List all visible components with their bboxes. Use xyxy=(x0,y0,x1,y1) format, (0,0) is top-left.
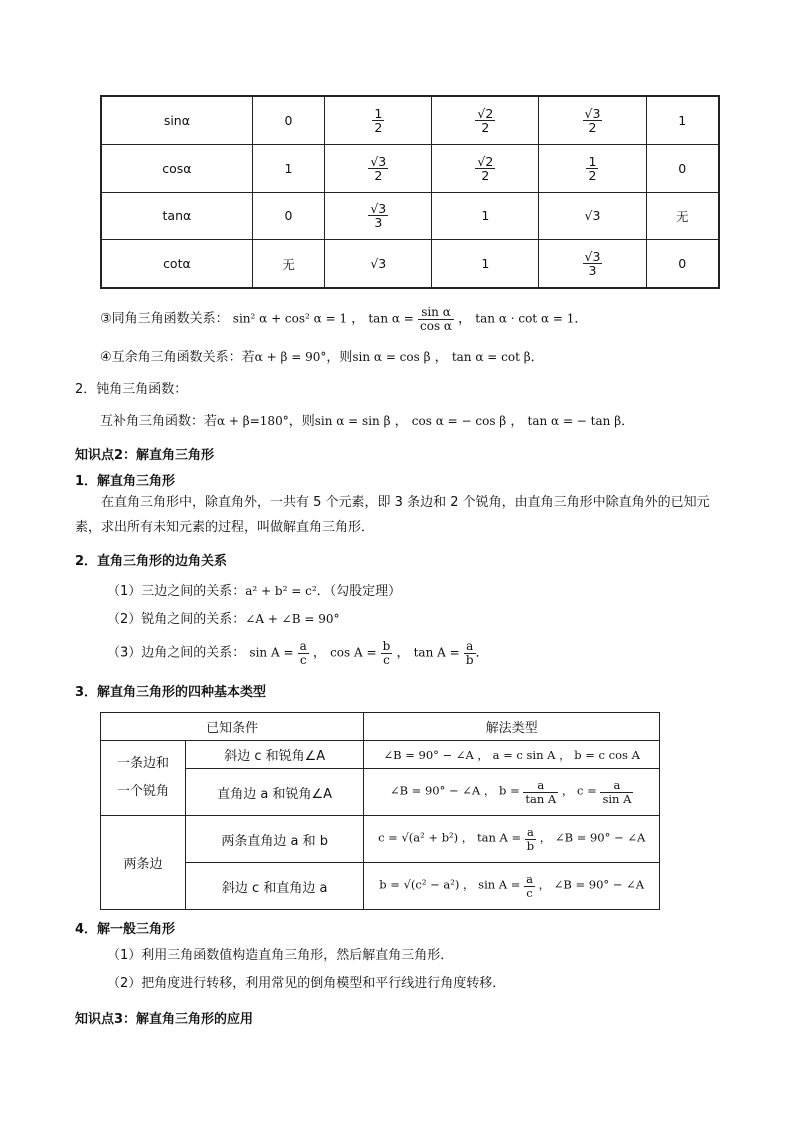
trig-value-cell: 0 xyxy=(646,240,719,288)
fraction: $\frac{√3}{3}$ xyxy=(584,249,601,279)
section-4-item-2: （2）把角度进行转移，利用常见的倒角模型和平行线进行角度转移． xyxy=(107,976,506,991)
fraction: $\frac{1}{2}$ xyxy=(588,153,597,183)
complement-sin-cos: sin α = cos β xyxy=(352,350,431,364)
trig-row xyxy=(102,240,719,288)
solution-leg-angle: ∠B = 90° − ∠A ， b = $\frac{a}{\text{tan A}}$ ， c = $\frac{a}{\text{sin A}}$ xyxy=(364,769,660,816)
trig-value-cell: √3 xyxy=(325,240,432,288)
item-3-label: （3）边角之间的关系： xyxy=(107,645,246,661)
fraction: $\frac{√3}{2}$ xyxy=(370,153,387,183)
sin-def-fraction: $\frac{a}{c}$ xyxy=(299,639,307,667)
section-1-paragraph: 在直角三角形中，除直角外，一共有 5 个元素，即 3 条边和 2 个锐角，由直角三角形中除直角外的已知元素，求出所有未知元素的过程，叫做解直角三角形． xyxy=(75,495,710,535)
supplementary-cos: cos α = − cos β xyxy=(411,414,507,428)
header-known-conditions: 已知条件 xyxy=(101,713,364,741)
knowledge-point-3-heading: 知识点3：解直角三角形的应用 xyxy=(75,1012,254,1027)
fraction: $\frac{√3}{2}$ xyxy=(584,105,601,135)
trig-value-cell: 1 xyxy=(252,144,324,192)
solution-hyp-leg: b = √(c² − a²) ， sin A = $\frac{a}{c}$ ， ∠B = 90° − ∠A xyxy=(364,863,660,910)
fraction: $\frac{√3}{3}$ xyxy=(370,201,387,231)
condition-two-legs: 两条直角边 a 和 b xyxy=(186,816,364,863)
obtuse-heading: 2．钝角三角函数： xyxy=(75,382,188,397)
trig-value-cell: 0 xyxy=(646,144,719,192)
section-2-heading: 2．直角三角形的边角关系 xyxy=(75,554,228,569)
section-2-item-3: （3）边角之间的关系： sin A = $\frac{a}{c}$ ， cos A = $\frac{b}{c}$ ， tan A = $\frac{a}{b}$ ． xyxy=(107,639,489,667)
trig-value-cell: 0 xyxy=(252,192,324,240)
section-2-item-2 xyxy=(107,608,340,627)
cos-def-lhs: cos A = xyxy=(330,645,377,660)
trig-value-cell xyxy=(539,97,646,145)
group-side-and-angle: 一条边和一个锐角 xyxy=(101,741,186,816)
condition-leg-angle: 直角边 a 和锐角∠A xyxy=(186,769,364,816)
trig-value-cell xyxy=(325,144,432,192)
solution-two-legs: c = √(a² + b²) ， tan A = $\frac{a}{b}$ ， ∠B = 90° − ∠A xyxy=(364,816,660,863)
then-text: ，则 xyxy=(288,414,315,429)
tan-identity-lhs: tan α = xyxy=(368,311,414,326)
complement-relation: ④互余角三角函数关系：若α + β = 90°，则sin α = cos β ， tan α = cot β． xyxy=(100,350,544,365)
section-3-heading: 3．解直角三角形的四种基本类型 xyxy=(75,685,267,700)
tan-def-fraction: $\frac{a}{b}$ xyxy=(465,639,474,667)
trig-value-cell: √3 xyxy=(539,192,646,240)
condition-hyp-angle: 斜边 c 和锐角∠A xyxy=(186,741,364,769)
cos-def-fraction: $\frac{b}{c}$ xyxy=(382,639,391,667)
fraction: $\frac{√2}{2}$ xyxy=(477,105,494,135)
supplementary-sin: sin α = sin β xyxy=(314,414,391,428)
sin-def-lhs: sin A = xyxy=(249,645,294,660)
trig-value-table xyxy=(100,95,720,289)
solution-types-table xyxy=(100,712,660,910)
trig-value-cell: 1 xyxy=(432,192,539,240)
then-text: ，则 xyxy=(326,350,353,365)
fraction: $\frac{√2}{2}$ xyxy=(477,153,494,183)
item-1-label: （1）三边之间的关系： xyxy=(107,584,246,599)
complement-label: ④互余角三角函数关系：若 xyxy=(100,350,255,365)
pythagorean-identity: sin² α + cos² α = 1 xyxy=(232,311,348,326)
trig-function-name: cotα xyxy=(102,240,253,288)
same-angle-relation: ③同角三角函数关系： sin² α + cos² α = 1 ， tan α = $\frac{\text{sin α}}{\text{cos α}}$ ， tan α · cot α = 1． xyxy=(100,305,588,333)
section-4-item-1: （1）利用三角函数值构造直角三角形，然后解直角三角形． xyxy=(107,948,454,963)
section-1-heading: 1．解直角三角形 xyxy=(75,474,176,489)
trig-value-cell xyxy=(325,192,432,240)
trig-value-cell: 无 xyxy=(252,240,324,288)
supplementary-condition: α + β=180° xyxy=(217,414,289,428)
trig-value-cell: 无 xyxy=(646,192,719,240)
same-angle-label: ③同角三角函数关系： xyxy=(100,311,229,327)
trig-function-name: sinα xyxy=(102,97,253,145)
item-1-note: ．（勾股定理） xyxy=(316,584,402,599)
group-two-sides: 两条边 xyxy=(101,816,186,910)
trig-value-cell xyxy=(432,97,539,145)
supplementary-label: 互补角三角函数：若 xyxy=(100,414,218,429)
pythagorean-theorem: a² + b² = c² xyxy=(245,584,317,598)
fraction: $\frac{1}{2}$ xyxy=(374,105,383,135)
solution-hyp-angle: ∠B = 90° − ∠A ， a = c sin A ， b = c cos A xyxy=(364,741,660,769)
supplementary-relation: 互补角三角函数：若α + β=180°，则sin α = sin β ， cos α = − cos β ， tan α = − tan β． xyxy=(100,414,635,429)
trig-value-cell xyxy=(539,240,646,288)
item-2-label: （2）锐角之间的关系： xyxy=(107,612,246,627)
section-2-item-1 xyxy=(107,580,401,599)
trig-function-name: tanα xyxy=(102,192,253,240)
trig-row xyxy=(102,144,719,192)
trig-function-name: cosα xyxy=(102,144,253,192)
section-4-heading: 4．解一般三角形 xyxy=(75,922,176,937)
trig-value-cell: 1 xyxy=(432,240,539,288)
trig-value-cell: 0 xyxy=(252,97,324,145)
knowledge-point-2-heading: 知识点2：解直角三角形 xyxy=(75,448,215,463)
complement-condition: α + β = 90° xyxy=(254,350,327,364)
trig-value-cell: 1 xyxy=(646,97,719,145)
tan-def-lhs: tan A = xyxy=(413,645,460,660)
trig-row xyxy=(102,97,719,145)
condition-hyp-leg: 斜边 c 和直角边 a xyxy=(186,863,364,910)
acute-angle-sum: ∠A + ∠B = 90° xyxy=(245,612,340,626)
trig-value-cell xyxy=(432,144,539,192)
tan-cot-identity: tan α · cot α = 1 xyxy=(475,311,575,326)
trig-value-cell xyxy=(539,144,646,192)
tan-identity-fraction: $\frac{\text{sin α}}{\text{cos α}}$ xyxy=(420,305,453,333)
trig-row xyxy=(102,192,719,240)
trig-value-cell xyxy=(325,97,432,145)
header-solution-type: 解法类型 xyxy=(364,713,660,741)
complement-tan-cot: tan α = cot β xyxy=(451,350,531,364)
supplementary-tan: tan α = − tan β xyxy=(527,414,622,428)
